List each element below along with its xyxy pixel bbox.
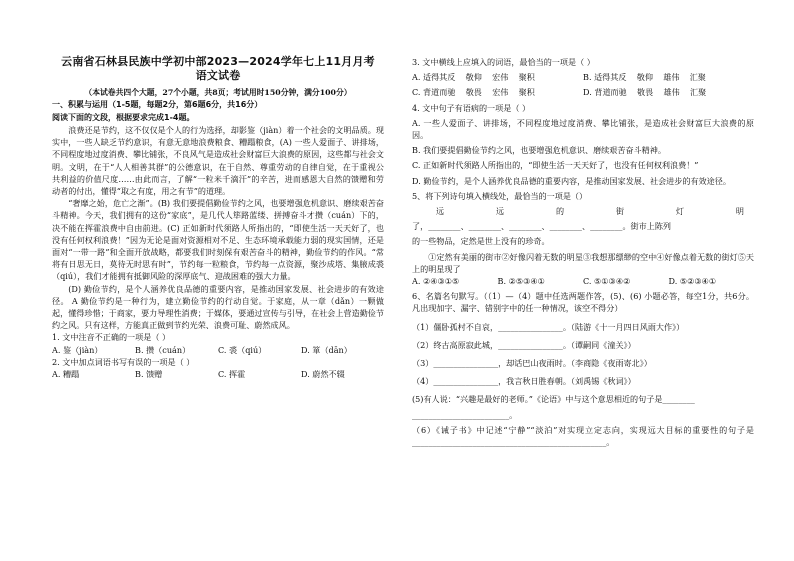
option: B. 攒（cuán） <box>135 344 191 355</box>
option: C. 裘（qiú） <box>218 344 267 355</box>
option: A. 糟蹋 <box>52 369 80 380</box>
question-4-option-c: C. 正如新时代须路人所指出的，“即使生活一天天好了，也没有任何权利浪费！” <box>412 160 699 171</box>
question-6-5: (5)有人说：“兴趣是最好的老师。”《论语》中与这个意思相近的句子是________ <box>412 394 695 405</box>
question-4-option-b: B. 我们要提倡勤俭节约之风，也要增强危机意识、磨续艰苦奋斗精神。 <box>412 145 666 156</box>
question-5-poem-line-3: 的一些物品，定然是世上没有的珍奇。 <box>412 236 550 247</box>
option: B. ②⑤③④① <box>497 276 545 287</box>
question-4: 4. 文中句子有语病的一项是（ ） <box>412 102 531 113</box>
reading-instruction: 阅读下面的文段，根据要求完成1-4题。 <box>52 112 195 122</box>
right-column <box>412 0 754 561</box>
question-6-1: （1）僵卧孤村不自哀，________________。（陆游《十一月四日风雨大作》） <box>412 321 685 332</box>
question-2-options <box>52 368 384 380</box>
option: D. 箪（dān） <box>301 344 352 355</box>
question-5-options <box>412 275 754 287</box>
question-6: 6、名篇名句默写。（（1）—（4）题中任选两题作答，(5)、(6) 小题必答，每空1分，共6分。凡出现加字、漏字、错别字中的任一种情况，该空不得分） <box>412 291 754 314</box>
section-heading: 一、积累与运用（1-5题，每题2分，第6题6分，共16分） <box>52 100 263 109</box>
question-5-items: ①定然有美丽的街市②好像闪着无数的明星③我想那缥缈的空中④好像点着无数的街灯⑤天上的明星现了 <box>412 251 754 274</box>
passage-paragraph-2: “奢靡之始，危亡之渐”。(B) 我们要提倡勤俭节约之风，也要增强危机意识、磨续艰苦奋斗精神。今天，我们拥有的这份“家底”，是几代人筚路蓝缕、拼搏奋斗才攒（cuán）下的，决不能在挥霍浪费中自由前进。(C) 正如新时代须路人所指出的，“即使生活一天天好了，也没有任何权利浪费！”因为无论是面对资源相对不足、生态环境承载能力弱的现实国情，还是面对“一带一路”和全面开放战略，都要我们时刻保有艰苦奋斗的精神，勤俭节约的作风。“常将有日思无日，莫待无时思有时”，节约每一粒粮食，节约每一点资源，聚沙成塔、集腋成裘（qiú），我们才能拥有抵御风险的深厚底气、迎战困难的强大力量。 <box>52 198 384 282</box>
option: D. 背道而驰 敬畏 雄伟 汇聚 <box>583 87 707 98</box>
exam-note: （本试卷共四个大题，27个小题，共8页；考试用时150分钟，满分100分） <box>84 88 352 97</box>
exam-title: 云南省石林县民族中学初中部2023—2024学年七上11月月考 <box>61 55 375 68</box>
poem-word: 街 <box>615 206 625 217</box>
question-5: 5、将下列诗句填入横线处，最恰当的一项是（） <box>412 190 588 201</box>
poem-word: 的 <box>555 206 565 217</box>
question-4-option-a: A. 一些人爱面子、讲排场，不同程度地过度消费、攀比铺张，是造成社会财富巨大浪费的原因。 <box>412 117 754 141</box>
option: B. 馈赠 <box>135 369 163 380</box>
option: C. 挥霍 <box>218 369 246 380</box>
question-1-options <box>52 344 384 356</box>
option: B. 适得其反 敬仰 雄伟 汇聚 <box>583 72 706 83</box>
question-3-options-row-2 <box>412 86 754 98</box>
question-6-3: （3）________________，却话巴山夜雨时。（李商隐《夜雨寄北》） <box>412 358 652 369</box>
option: A. 鉴（jiàn） <box>52 344 103 355</box>
option: D. ⑤②③④① <box>668 276 717 287</box>
option: A. ②④③①⑤ <box>412 276 460 287</box>
option: A. 适得其反 敬仰 宏伟 聚积 <box>412 72 535 83</box>
question-3-options-row-1 <box>412 71 754 83</box>
passage-paragraph-3: (D) 勤俭节约，是个人涵养优良品德的重要内容，是推动国家发展、社会进步的有效途径。 A 勤俭节约是一种行为，建立勤俭节约的行动自觉。于家庭，从一章（dǎn）一颗做起，懂得珍惜；于商家，要力导理性消费；于媒体，要通过宣传与引导，在社会上营造勤俭节约之风。只有这样，方能真正做到节约光荣、浪费可耻、蔚然成风。 <box>52 283 384 331</box>
option: C. 背道而驰 敬畏 宏伟 聚积 <box>412 87 535 98</box>
question-3: 3. 文中横线上应填入的词语，最恰当的一项是（ ） <box>412 57 595 67</box>
question-5-poem-line-2: 了，________、________、________、________、________。街市上陈列 <box>412 221 672 232</box>
question-6-4: （4）________________，我言秋日胜春朝。（刘禹锡《秋词》） <box>412 376 636 387</box>
passage-paragraph-1: 浪费还是节约，这不仅仅是个人的行为选择，却影鉴（jiàn）着一个社会的文明品质。现实中，一些人缺乏节约意识，有意无意地浪费粮食、糟蹋粮食，(A) 一些人爱面子、讲排场，不同程度地过度消费、攀比铺张，不良风气是造成社会财富巨大浪费的原因，这些都与社会文明。文明，在于“人人相善其群”的公德意识，在于自然、尊重劳动的自律自觉，在于重视公共利益的价值尺度……由此而言，了解“一粒米千滴汗”的辛苦，进而感恩大自然的馈赠和劳动者的付出，懂得“取之有度，用之有节”的道理。 <box>52 125 384 197</box>
poem-word: 远 <box>436 206 445 217</box>
question-2: 2. 文中加点词语书写有误的一项是（ ） <box>52 356 195 367</box>
left-column <box>52 0 384 561</box>
option: C. ⑤①③④② <box>583 276 631 287</box>
option: D. 蔚然不辍 <box>301 369 345 380</box>
exam-subtitle: 语文试卷 <box>195 69 241 82</box>
question-5-poem-line-1 <box>412 205 754 217</box>
question-6-6: （6）《诫子书》中记述“宁静”“淡泊”对实现立定志向，实现远大目标的重要性的句子是________________________________________________。 <box>412 424 754 448</box>
question-6-5-blank: ________________________。 <box>412 409 518 420</box>
question-4-option-d: D. 勤俭节约，是个人涵养优良品德的重要内容，是推动国家发展、社会进步的有效途径。 <box>412 175 731 186</box>
question-1: 1. 文中注音不正确的一项是（ ） <box>52 332 171 343</box>
poem-word: 远 <box>495 206 505 217</box>
poem-word: 灯 <box>675 206 684 217</box>
question-6-2: （2）终古高原寂此城，________________。（谭嗣同《潼关》） <box>412 339 636 350</box>
poem-word: 明 <box>735 206 744 217</box>
